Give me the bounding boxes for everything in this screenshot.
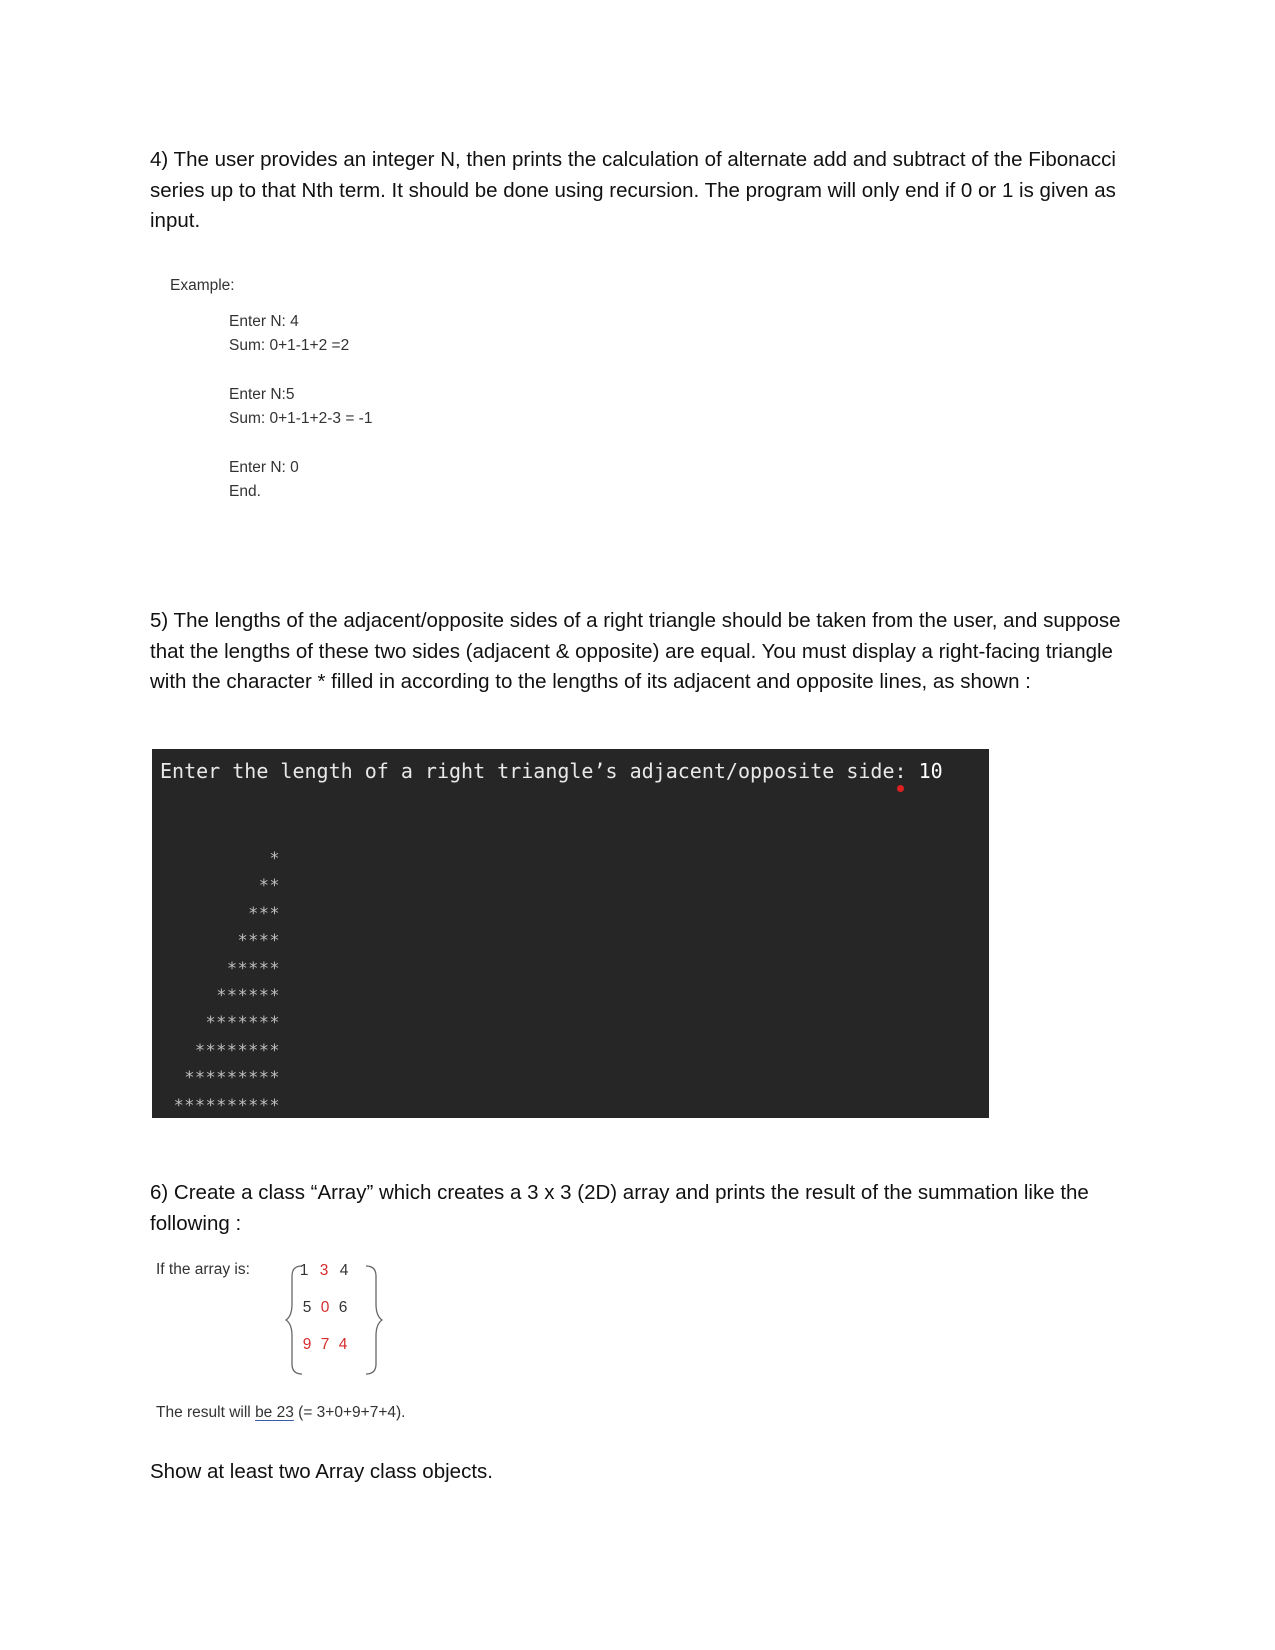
matrix-cell: 3 (319, 1262, 329, 1279)
matrix-cell: 4 (339, 1262, 349, 1279)
matrix-row-2 (298, 1299, 352, 1317)
section-6-question: 6) Create a class “Array” which creates a 3 x 3 (2D) array and prints the result of the summation like the following : (150, 1181, 1089, 1235)
section-4-question: 4) The user provides an integer N, then prints the calculation of alternate add and subtract of the Fibonacci series up to that Nth term. It should be done using recursion. The program will only end if 0 or 1 is given as input. (150, 148, 1116, 232)
example-label: Example: (170, 277, 235, 294)
matrix-cell: 1 (299, 1262, 309, 1279)
console-input-value: 10 (918, 759, 943, 783)
triangle-row-6: ****** (216, 985, 280, 1006)
example-line-5: Enter N: 0 (229, 459, 299, 476)
matrix-cell: 9 (302, 1336, 312, 1353)
example-line-3: Enter N:5 (229, 386, 295, 403)
section-5-question: 5) The lengths of the adjacent/opposite sides of a right triangle should be taken from the user, and suppose that the lengths of these two sides (adjacent & opposite) are equal. You must display a right-facing triangle with the character * filled in according to the lengths of its adjacent and opposite lines, as shown : (150, 609, 1121, 693)
red-dot-marker (897, 785, 904, 792)
array-label: If the array is: (156, 1261, 250, 1278)
star-triangle (160, 846, 280, 1120)
triangle-row-9: ********* (184, 1068, 280, 1089)
result-value: be 23 (255, 1404, 294, 1421)
matrix-cell: 4 (338, 1336, 348, 1353)
example-line-4: Sum: 0+1-1+2-3 = -1 (229, 410, 373, 427)
matrix-row-3 (298, 1336, 352, 1354)
example-line-1: Enter N: 4 (229, 313, 299, 330)
matrix-row-1 (294, 1262, 354, 1280)
triangle-row-1: * (269, 849, 280, 869)
array-matrix (282, 1262, 392, 1378)
footer-instruction: Show at least two Array class objects. (150, 1460, 493, 1483)
triangle-row-10: ********** (173, 1095, 280, 1116)
result-prefix: The result will (156, 1404, 256, 1421)
triangle-row-5: ***** (226, 958, 280, 979)
console-prompt (160, 759, 943, 783)
example-line-2: Sum: 0+1-1+2 =2 (229, 337, 350, 354)
console-output (152, 749, 989, 1118)
example-line-6: End. (229, 483, 261, 500)
triangle-row-2: ** (258, 876, 280, 897)
matrix-cell: 5 (302, 1299, 312, 1316)
triangle-row-8: ******** (194, 1040, 280, 1061)
triangle-row-4: **** (237, 931, 280, 952)
result-text (156, 1401, 405, 1425)
matrix-cell: 6 (338, 1299, 348, 1316)
matrix-cell: 7 (320, 1336, 330, 1353)
triangle-row-3: *** (248, 903, 280, 924)
result-suffix: (= 3+0+9+7+4). (293, 1404, 406, 1421)
triangle-row-7: ******* (205, 1013, 280, 1034)
console-prompt-text: Enter the length of a right triangle’s adjacent/opposite side: (160, 759, 919, 783)
matrix-cell: 0 (320, 1299, 330, 1316)
